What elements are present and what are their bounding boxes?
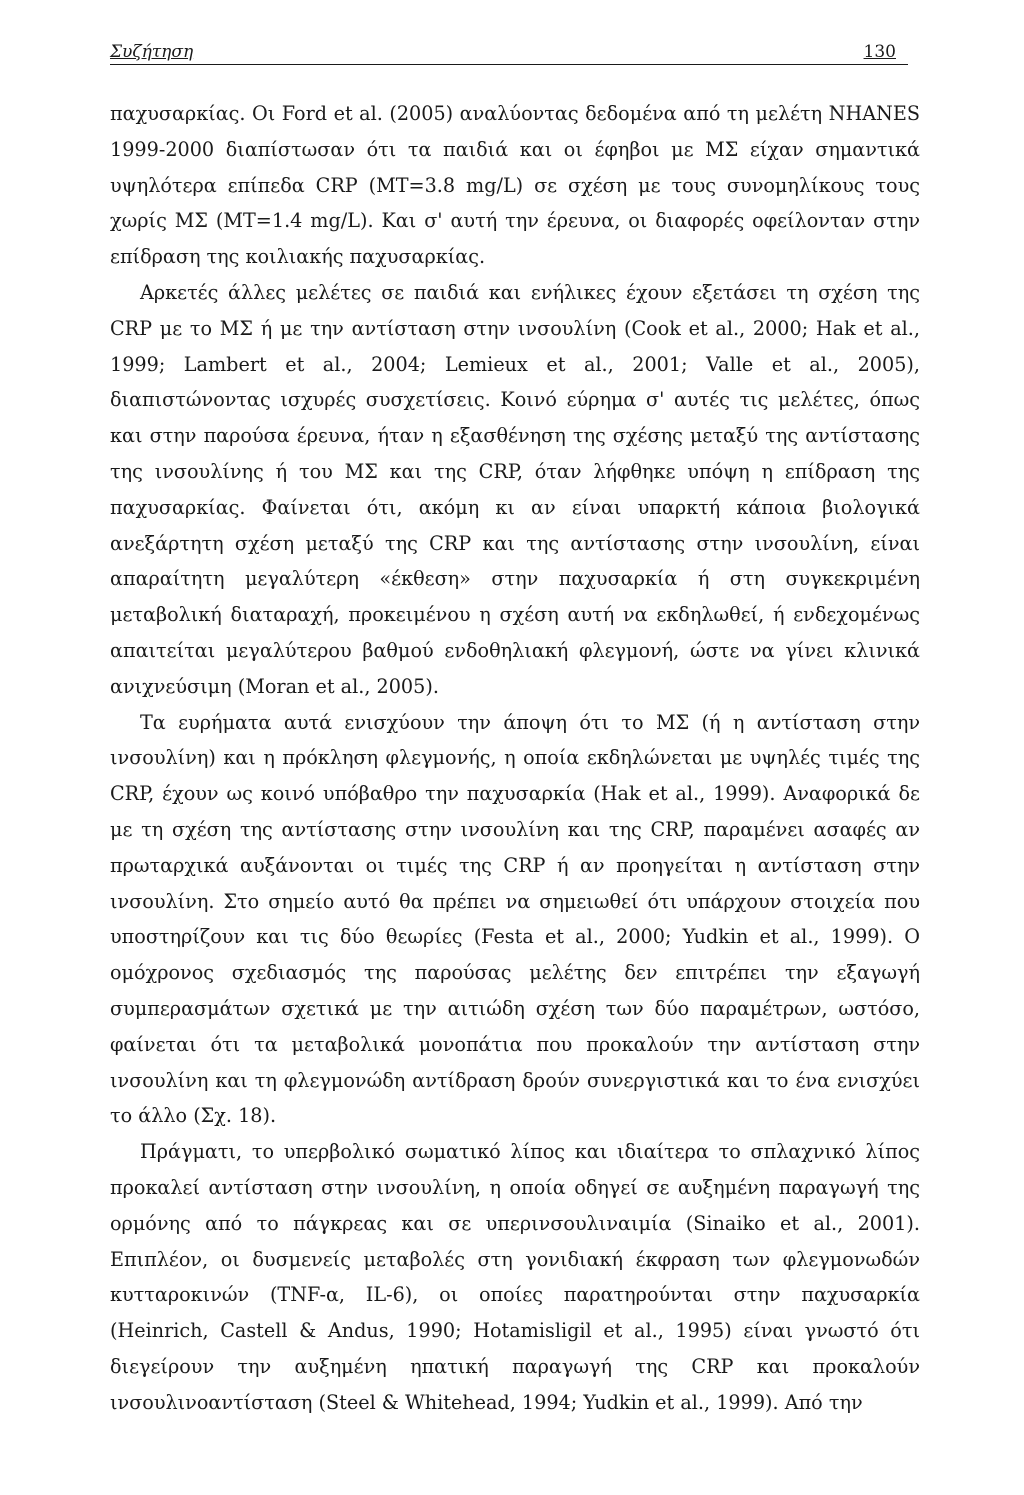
section-title: Συζήτηση	[110, 42, 194, 62]
paragraph-1: παχυσαρκίας. Οι Ford et al. (2005) αναλύοντας δεδομένα από τη μελέτη NHANES 1999-2000 διαπίστωσαν ότι τα παιδιά και οι έφηβοι με ΜΣ είχαν σημαντικά υψηλότερα επίπεδα CRP (ΜΤ=3.8 mg/L) σε σχέση με τους συνομηλίκους τους χωρίς ΜΣ (ΜΤ=1.4 mg/L). Και σ' αυτή την έρευνα, οι διαφορές οφείλονταν στην επίδραση της κοιλιακής παχυσαρκίας.	[110, 102, 920, 269]
page-header	[110, 40, 908, 65]
paragraph-2: Αρκετές άλλες μελέτες σε παιδιά και ενήλικες έχουν εξετάσει τη σχέση της CRP με το ΜΣ ή με την αντίσταση στην ινσουλίνη (Cook et al., 2000; Hak et al., 1999; Lambert et al., 2004; Lemieux et al., 2001; Valle et al., 2005), διαπιστώνοντας ισχυρές συσχετίσεις. Κοινό εύρημα σ' αυτές τις μελέτες, όπως και στην παρούσα έρευνα, ήταν η εξασθένηση της σχέσης μεταξύ της αντίστασης της ινσουλίνης ή του ΜΣ και της CRP, όταν λήφθηκε υπόψη η επίδραση της παχυσαρκίας. Φαίνεται ότι, ακόμη κι αν είναι υπαρκτή κάποια βιολογικά ανεξάρτητη σχέση μεταξύ της CRP και της αντίστασης στην ινσουλίνη, είναι απαραίτητη μεγαλύτερη «έκθεση» στην παχυσαρκία ή στη συγκεκριμένη μεταβολική διαταραχή, προκειμένου η σχέση αυτή να εκδηλωθεί, ή ενδεχομένως απαιτείται μεγαλύτερου βαθμού ενδοθηλιακή φλεγμονή, ώστε να γίνει κλινικά ανιχνεύσιμη (Moran et al., 2005).	[110, 280, 920, 698]
paragraph-4: Πράγματι, το υπερβολικό σωματικό λίπος και ιδιαίτερα το σπλαχνικό λίπος προκαλεί αντίσταση στην ινσουλίνη, η οποία οδηγεί σε αυξημένη παραγωγή της ορμόνης από το πάγκρεας και σε υπερινσουλιναιμία (Sinaiko et al., 2001). Επιπλέον, οι δυσμενείς μεταβολές στη γονιδιακή έκφραση των φλεγμονωδών κυτταροκινών (TNF-α, IL-6), οι οποίες παρατηρούνται στην παχυσαρκία (Heinrich, Castell & Andus, 1990; Hotamisligil et al., 1995) είναι γνωστό ότι διεγείρουν την αυξημένη ηπατική παραγωγή της CRP και προκαλούν ινσουλινοαντίσταση (Steel & Whitehead, 1994; Yudkin et al., 1999). Από την	[110, 1140, 920, 1414]
page-number: 130	[863, 42, 896, 62]
paragraph-3: Τα ευρήματα αυτά ενισχύουν την άποψη ότι το ΜΣ (ή η αντίσταση στην ινσουλίνη) και η πρόκληση φλεγμονής, η οποία εκδηλώνεται με υψηλές τιμές της CRP, έχουν ως κοινό υπόβαθρο την παχυσαρκία (Hak et al., 1999). Αναφορικά δε με τη σχέση της αντίστασης στην ινσουλίνη και της CRP, παραμένει ασαφές αν πρωταρχικά αυξάνονται οι τιμές της CRP ή αν προηγείται η αντίσταση στην ινσουλίνη. Στο σημείο αυτό θα πρέπει να σημειωθεί ότι υπάρχουν στοιχεία που υποστηρίζουν και τις δύο θεωρίες (Festa et al., 2000; Yudkin et al., 1999). Ο ομόχρονος σχεδιασμός της παρούσας μελέτης δεν επιτρέπει την εξαγωγή συμπερασμάτων σχετικά με την αιτιώδη σχέση των δύο παραμέτρων, ωστόσο, φαίνεται ότι τα μεταβολικά μονοπάτια που προκαλούν την αντίσταση στην ινσουλίνη και τη φλεγμονώδη αντίδραση δρούν συνεργιστικά και το ένα ενισχύει το άλλο (Σχ. 18).	[110, 710, 920, 1128]
body-text	[110, 96, 920, 1420]
